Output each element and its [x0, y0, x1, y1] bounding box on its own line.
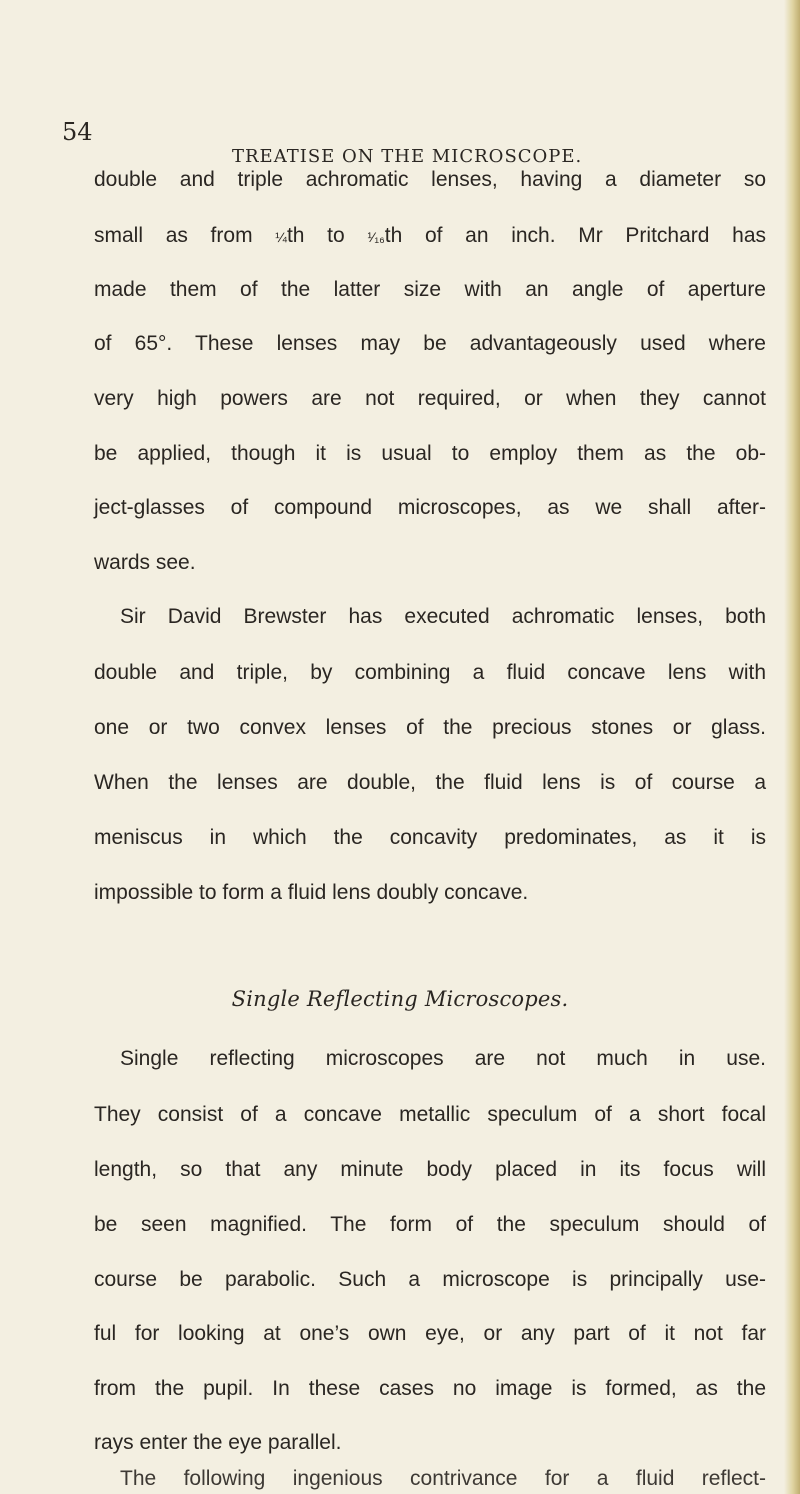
body-line: The following ingenious contrivance for a fluid reflect-: [120, 1467, 766, 1490]
body-line: meniscus in which the concavity predominates, as it is: [94, 826, 766, 849]
body-line: length, so that any minute body placed in its focus will: [94, 1158, 766, 1181]
body-line: Sir David Brewster has executed achromatic lenses, both: [120, 605, 766, 628]
fraction: ¼: [275, 229, 287, 245]
body-line: made them of the latter size with an angle of aperture: [94, 278, 766, 301]
body-line: [94, 222, 766, 251]
body-line: be applied, though it is usual to employ them as the ob-: [94, 442, 766, 465]
body-line: Single reflecting microscopes are not much in use.: [120, 1047, 766, 1070]
body-line: course be parabolic. Such a microscope is principally use-: [94, 1268, 766, 1291]
body-line: double and triple achromatic lenses, having a diameter so: [94, 168, 766, 191]
body-line: of 65°. These lenses may be advantageously used where: [94, 332, 766, 355]
body-line: rays enter the eye parallel.: [94, 1431, 342, 1454]
body-line: When the lenses are double, the fluid lens is of course a: [94, 771, 766, 794]
body-line: double and triple, by combining a fluid concave lens with: [94, 661, 766, 684]
body-line: very high powers are not required, or when they cannot: [94, 387, 766, 410]
page-edge: [784, 0, 800, 1494]
body-line: wards see.: [94, 551, 196, 574]
body-line: from the pupil. In these cases no image is formed, as the: [94, 1377, 766, 1400]
page-number: 54: [62, 118, 93, 146]
text-fragment: small as from: [94, 224, 276, 247]
body-line: They consist of a concave metallic speculum of a short focal: [94, 1103, 766, 1126]
text-fragment: th of an inch. Mr Pritchard has: [384, 224, 767, 247]
body-line: ful for looking at one’s own eye, or any part of it not far: [94, 1322, 766, 1345]
section-heading: Single Reflecting Microscopes.: [231, 987, 569, 1011]
body-line: be seen magnified. The form of the speculum should of: [94, 1213, 766, 1236]
running-title: TREATISE ON THE MICROSCOPE.: [232, 146, 583, 167]
fraction: ¹⁄₁₆: [367, 229, 385, 245]
body-line: impossible to form a fluid lens doubly concave.: [94, 881, 529, 904]
body-line: ject-glasses of compound microscopes, as we shall after-: [94, 496, 766, 519]
text-fragment: th to: [286, 224, 368, 247]
body-line: one or two convex lenses of the precious stones or glass.: [94, 716, 766, 739]
